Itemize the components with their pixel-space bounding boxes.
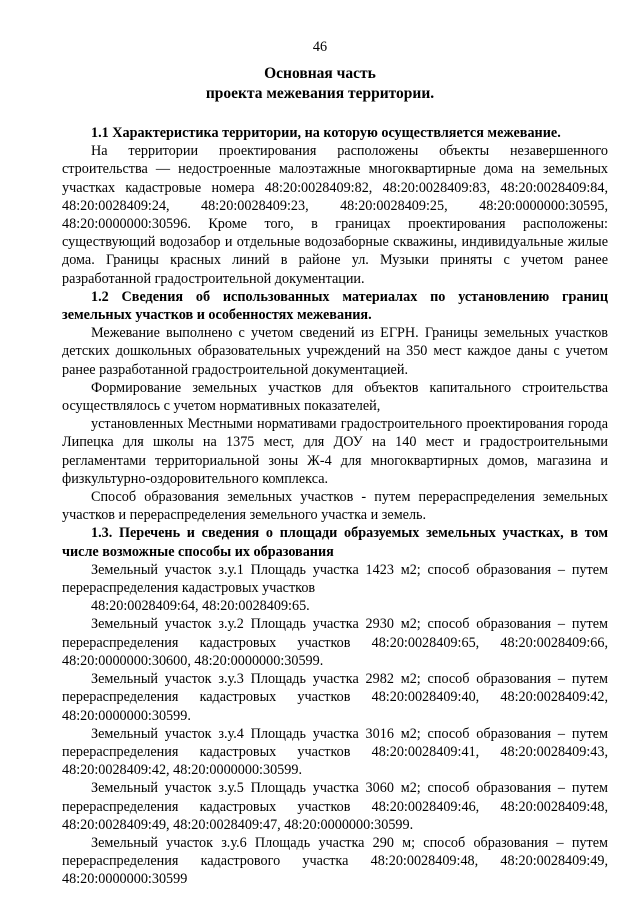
paragraph: установленных Местными нормативами градостроительного проектирования города Липецка для школы на 1375 мест, для ДОУ на 140 мест и градостроительными регламентами территориальной зоны Ж-4 для многоквартирных домов, магазина и физкультурно-оздоровительного комплекса. — [62, 416, 608, 487]
land-plot-4: Земельный участок з.у.4 Площадь участка 3016 м2; способ образования – путем перераспределения кадастровых участков 48:20:0028409:41, 48:20:0028409:43, 48:20:0028409:42, 48:20:0000000:30599. — [62, 725, 608, 779]
paragraph: Способ образования земельных участков - путем перераспределения земельных участков и перераспределения земельного участка и земель. — [62, 489, 608, 524]
section-heading-1-2: 1.2 Сведения об использованных материалах по установлению границ земельных участков и особенностях межевания. — [62, 288, 608, 324]
paragraph: Формирование земельных участков для объектов капитального строительства осуществлялось с учетом нормативных показателей, — [62, 379, 608, 415]
land-plot-3: Земельный участок з.у.3 Площадь участка 2982 м2; способ образования – путем перераспределения кадастровых участков 48:20:0028409:40, 48:20:0028409:42, 48:20:0000000:30599. — [62, 671, 608, 724]
document-body — [62, 124, 608, 889]
page-number: 46 — [312, 39, 328, 55]
land-plot-2: Земельный участок з.у.2 Площадь участка 2930 м2; способ образования – путем перераспределения кадастровых участков 48:20:0028409:65, 48:20:0028409:66, 48:20:0000000:30600, 48:20:0000000:30599. — [62, 616, 608, 669]
document-subtitle: проекта межевания территории. — [205, 85, 435, 102]
land-plot-5: Земельный участок з.у.5 Площадь участка 3060 м2; способ образования – путем перераспределения кадастровых участков 48:20:0028409:46, 48:20:0028409:48, 48:20:0028409:49, 48:20:0028409:47, 48:20:0000000:30599. — [62, 780, 608, 833]
land-plot-1: Земельный участок з.у.1 Площадь участка 1423 м2; способ образования – путем перераспределения кадастровых участков — [62, 561, 608, 597]
land-plot-6: Земельный участок з.у.6 Площадь участка 290 м; способ образования – путем перераспределения кадастрового участка 48:20:0028409:48, 48:20:0028409:49, 48:20:0000000:30599 — [62, 834, 608, 888]
document-title: Основная часть — [264, 65, 376, 82]
paragraph: На территории проектирования расположены объекты незавершенного строительства — недостроенные малоэтажные многоквартирные дома на земельных участках кадастровые номера 48:20:0028409:82, 48:20:0028409:83, 48:20:0028409:84, 48:20:0028409:24, 48:20:0028409:23, 48:20:0028409:25, 48:20:0000000:30595, 48:20:0000000:30596. Кроме того, в границах проектирования расположены: существующий водозабор и отдельные водозаборные скважины, индивидуальные жилые дома. Границы красных линий в районе ул. Музыки приняты с учетом ранее разработанной градостроительной документации. — [62, 143, 608, 287]
paragraph: Межевание выполнено с учетом сведений из ЕГРН. Границы земельных участков детских дошкольных образовательных учреждений на 350 мест каждое даны с учетом ранее разработанной градостроительной документацией. — [62, 325, 608, 378]
section-heading-1-1: 1.1 Характеристика территории, на которую осуществляется межевание. — [91, 125, 561, 141]
section-heading-1-3: 1.3. Перечень и сведения о площади образуемых земельных участках, в том числе возможные способы их образования — [62, 525, 608, 560]
land-plot-1-cadastral: 48:20:0028409:64, 48:20:0028409:65. — [91, 598, 310, 615]
